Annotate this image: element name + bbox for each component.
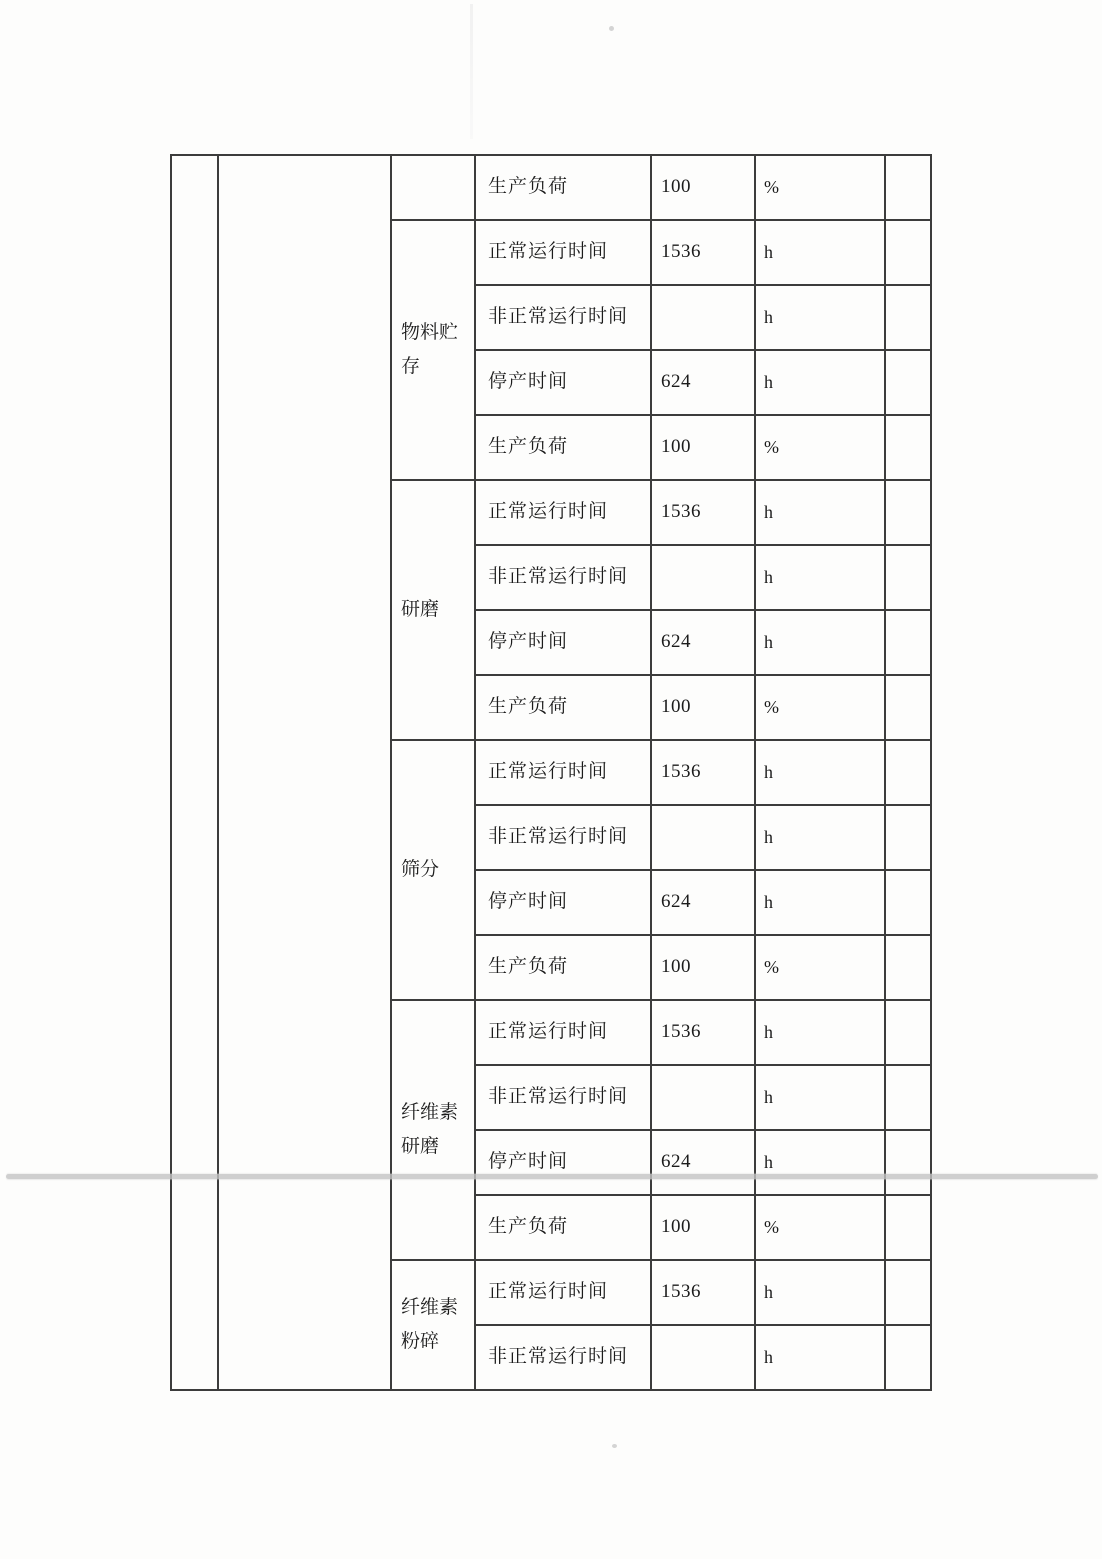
value-cell: 624 bbox=[651, 610, 755, 675]
process-group-cell bbox=[391, 155, 475, 220]
unit-cell: % bbox=[755, 1195, 885, 1260]
parameter-label-cell: 非正常运行时间 bbox=[475, 805, 651, 870]
value-cell: 100 bbox=[651, 935, 755, 1000]
right-spare-cell bbox=[885, 415, 931, 480]
operating-hours-table bbox=[170, 154, 932, 1391]
parameter-label-cell: 非正常运行时间 bbox=[475, 545, 651, 610]
unit-cell: h bbox=[755, 870, 885, 935]
parameter-label-cell: 停产时间 bbox=[475, 610, 651, 675]
unit-cell: % bbox=[755, 415, 885, 480]
right-spare-cell bbox=[885, 805, 931, 870]
scan-dot-artifact bbox=[612, 1444, 617, 1448]
value-cell bbox=[651, 285, 755, 350]
right-spare-cell bbox=[885, 1000, 931, 1065]
unit-cell: h bbox=[755, 545, 885, 610]
value-cell bbox=[651, 1325, 755, 1390]
unit-cell: h bbox=[755, 285, 885, 350]
value-cell: 624 bbox=[651, 870, 755, 935]
parameter-label-cell: 停产时间 bbox=[475, 350, 651, 415]
process-group-cell: 筛分 bbox=[391, 740, 475, 1000]
process-group-cell: 纤维素粉碎 bbox=[391, 1260, 475, 1390]
value-cell: 624 bbox=[651, 1130, 755, 1195]
unit-cell: h bbox=[755, 1260, 885, 1325]
parameter-label-cell: 生产负荷 bbox=[475, 415, 651, 480]
right-spare-cell bbox=[885, 220, 931, 285]
unit-cell: h bbox=[755, 220, 885, 285]
unit-cell: h bbox=[755, 740, 885, 805]
process-group-cell: 研磨 bbox=[391, 480, 475, 740]
right-spare-cell bbox=[885, 1195, 931, 1260]
process-group-cell: 纤维素研磨 bbox=[391, 1000, 475, 1260]
unit-cell: h bbox=[755, 480, 885, 545]
right-spare-cell bbox=[885, 675, 931, 740]
value-cell bbox=[651, 545, 755, 610]
right-spare-cell bbox=[885, 350, 931, 415]
value-cell bbox=[651, 1065, 755, 1130]
parameter-label-cell: 停产时间 bbox=[475, 870, 651, 935]
right-spare-cell bbox=[885, 155, 931, 220]
parameter-label-cell: 停产时间 bbox=[475, 1130, 651, 1195]
right-spare-cell bbox=[885, 545, 931, 610]
right-spare-cell bbox=[885, 285, 931, 350]
unit-cell: h bbox=[755, 1325, 885, 1390]
value-cell bbox=[651, 805, 755, 870]
value-cell: 100 bbox=[651, 415, 755, 480]
scan-streak-artifact bbox=[470, 4, 473, 139]
unit-cell: h bbox=[755, 1130, 885, 1195]
unit-cell: h bbox=[755, 350, 885, 415]
right-spare-cell bbox=[885, 935, 931, 1000]
value-cell: 1536 bbox=[651, 480, 755, 545]
parameter-label-cell: 生产负荷 bbox=[475, 1195, 651, 1260]
value-cell: 100 bbox=[651, 155, 755, 220]
table-row bbox=[171, 155, 931, 220]
right-spare-cell bbox=[885, 1260, 931, 1325]
unit-cell: h bbox=[755, 610, 885, 675]
unit-cell: h bbox=[755, 1065, 885, 1130]
value-cell: 1536 bbox=[651, 740, 755, 805]
parameter-label-cell: 生产负荷 bbox=[475, 155, 651, 220]
unit-cell: % bbox=[755, 155, 885, 220]
right-spare-cell bbox=[885, 480, 931, 545]
left-empty-column-cell bbox=[171, 155, 218, 1390]
parameter-label-cell: 生产负荷 bbox=[475, 935, 651, 1000]
right-spare-cell bbox=[885, 1325, 931, 1390]
right-spare-cell bbox=[885, 1130, 931, 1195]
unit-cell: h bbox=[755, 1000, 885, 1065]
parameter-label-cell: 非正常运行时间 bbox=[475, 1065, 651, 1130]
process-group-cell: 物料贮存 bbox=[391, 220, 475, 480]
right-spare-cell bbox=[885, 1065, 931, 1130]
value-cell: 1536 bbox=[651, 1260, 755, 1325]
unit-cell: h bbox=[755, 805, 885, 870]
value-cell: 100 bbox=[651, 675, 755, 740]
parameter-label-cell: 正常运行时间 bbox=[475, 220, 651, 285]
parameter-label-cell: 正常运行时间 bbox=[475, 1260, 651, 1325]
second-empty-column-cell bbox=[218, 155, 391, 1390]
scan-fold-line-artifact bbox=[6, 1174, 1098, 1179]
parameter-label-cell: 非正常运行时间 bbox=[475, 1325, 651, 1390]
parameter-label-cell: 非正常运行时间 bbox=[475, 285, 651, 350]
right-spare-cell bbox=[885, 740, 931, 805]
parameter-label-cell: 正常运行时间 bbox=[475, 740, 651, 805]
unit-cell: % bbox=[755, 675, 885, 740]
value-cell: 1536 bbox=[651, 220, 755, 285]
value-cell: 624 bbox=[651, 350, 755, 415]
operating-hours-table-body bbox=[171, 155, 931, 1390]
value-cell: 100 bbox=[651, 1195, 755, 1260]
right-spare-cell bbox=[885, 610, 931, 675]
parameter-label-cell: 正常运行时间 bbox=[475, 480, 651, 545]
unit-cell: % bbox=[755, 935, 885, 1000]
scan-dot-artifact bbox=[609, 26, 614, 31]
right-spare-cell bbox=[885, 870, 931, 935]
parameter-label-cell: 正常运行时间 bbox=[475, 1000, 651, 1065]
value-cell: 1536 bbox=[651, 1000, 755, 1065]
parameter-label-cell: 生产负荷 bbox=[475, 675, 651, 740]
